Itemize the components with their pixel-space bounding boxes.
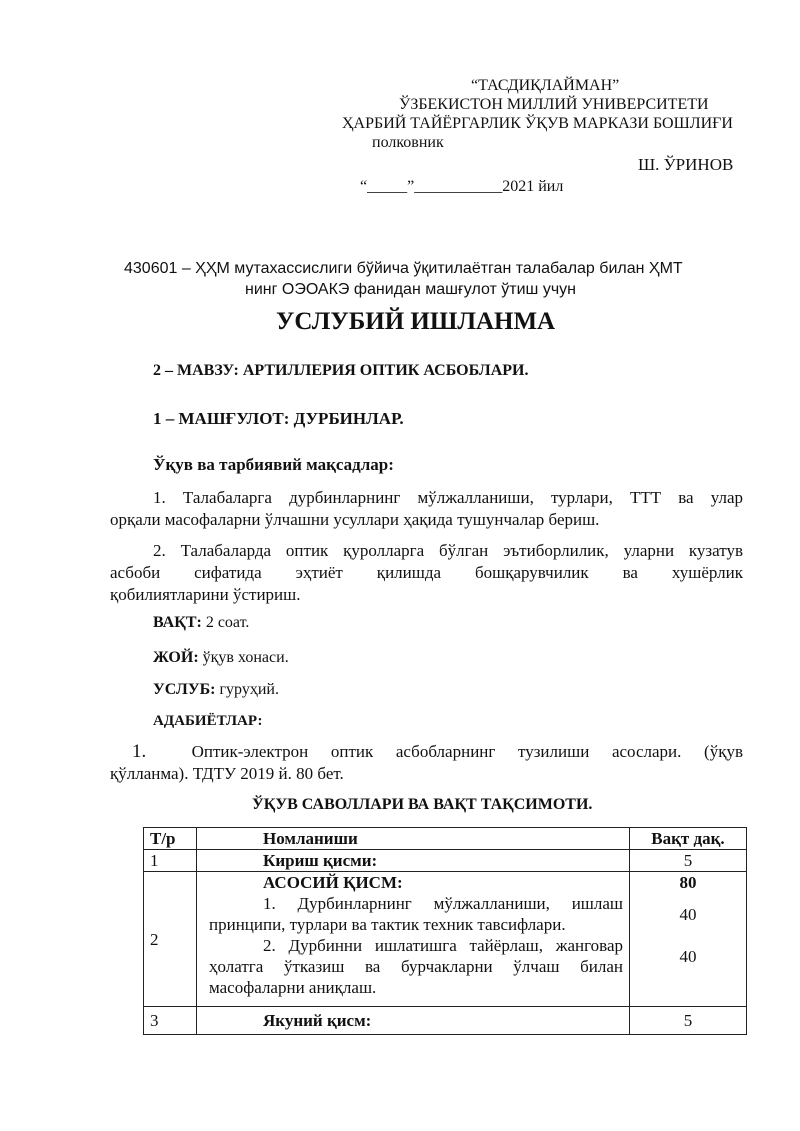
- row-3-name: Якуний қисм:: [197, 1007, 630, 1035]
- method-label: УСЛУБ:: [153, 681, 216, 698]
- time-info: [153, 614, 249, 632]
- lesson-heading: 1 – МАШҒУЛОТ: ДУРБИНЛАР.: [153, 409, 404, 428]
- schedule-heading: ЎҚУВ САВОЛЛАРИ ВА ВАҚТ ТАҚСИМОТИ.: [252, 796, 593, 813]
- literature-line-2: қўлланма). ТДТУ 2019 й. 80 бет.: [110, 764, 344, 783]
- goals-heading: Ўқув ва тарбиявий мақсадлар:: [153, 455, 394, 474]
- page-title: УСЛУБИЙ ИШЛАНМА: [276, 308, 556, 335]
- method-info: [153, 681, 279, 699]
- approval-rank: полковник: [372, 134, 444, 151]
- table-row: [144, 872, 747, 1007]
- row-2-item-2-line-3: масофаларни аниқлаш.: [209, 978, 377, 997]
- table-header-row: [144, 828, 747, 850]
- row-1-time: 5: [630, 850, 747, 872]
- literature-number: 1.: [132, 741, 147, 762]
- row-2-item-2-line-2: ҳолатга ўтказиш ва бурчакларни ўлчаш билан: [209, 957, 623, 976]
- goal-1-line-1: 1. Талабаларга дурбинларнинг мўлжалланиши, турлари, ТТТ ва улар: [153, 488, 743, 507]
- row-2-time: 80: [679, 873, 697, 892]
- goal-2-line-3: қобилиятларини ўстириш.: [110, 585, 301, 604]
- row-2-item-1-time: 40: [679, 905, 697, 924]
- approval-date: “_____”___________2021 йил: [360, 178, 564, 195]
- row-2-item-1-line-1: 1. Дурбинларнинг мўлжалланиши, ишлаш: [263, 894, 623, 913]
- approval-center-head: ҲАРБИЙ ТАЙЁРГАРЛИК ЎҚУВ МАРКАЗИ БОШЛИҒИ: [342, 115, 733, 132]
- goal-paragraph-1: [110, 487, 743, 531]
- header-name: Номланиши: [197, 828, 630, 850]
- place-info: [153, 649, 289, 667]
- intro-line-2: нинг ОЭОАКЭ фанидан машғулот ўтиш учун: [245, 281, 576, 298]
- row-3-num: 3: [144, 1007, 197, 1035]
- goal-1-line-2: орқали масофаларни ўлчашни усуллари ҳақида тушунчалар бериш.: [110, 510, 600, 529]
- row-1-name: Кириш қисми:: [197, 850, 630, 872]
- literature-line-1: [110, 741, 743, 763]
- literature-label: АДАБИЁТЛАР:: [153, 713, 263, 729]
- approval-university: ЎЗБЕКИСТОН МИЛЛИЙ УНИВЕРСИТЕТИ: [399, 96, 709, 113]
- time-value: 2 соат.: [201, 614, 250, 631]
- approval-title: “ТАСДИҚЛАЙМАН”: [471, 77, 620, 94]
- header-num: Т/р: [144, 828, 197, 850]
- intro-line-1: 430601 – ҲҲМ мутахассислиги бўйича ўқитилаётган талабалар билан ҲМТ: [124, 260, 683, 277]
- literature-item-1: [110, 741, 743, 785]
- method-value: гуруҳий.: [215, 681, 279, 698]
- row-2-item-1-line-2: принципи, турлари ва тактик техник тавсифлари.: [209, 915, 566, 934]
- row-2-item-2-time: 40: [679, 947, 697, 966]
- row-2-time-cell: [630, 872, 747, 1007]
- goal-2-line-2: асбоби сифатида эҳтиёт қилишда бошқарувчилик ва хушёрлик: [110, 563, 743, 582]
- approval-name: Ш. ЎРИНОВ: [638, 155, 734, 174]
- time-label: ВАҚТ:: [153, 614, 202, 631]
- place-value: ўқув хонаси.: [198, 649, 289, 666]
- header-time: Вақт дақ.: [630, 828, 747, 850]
- row-1-num: 1: [144, 850, 197, 872]
- goal-2-line-1: 2. Талабаларда оптик қуролларга бўлган эътиборлилик, уларни кузатув: [153, 541, 743, 560]
- row-2-name-cell: [197, 872, 630, 1007]
- row-2-item-2-line-1: 2. Дурбинни ишлатишга тайёрлаш, жанговар: [263, 936, 623, 955]
- place-label: ЖОЙ:: [153, 649, 199, 666]
- literature-text-1: Оптик-электрон оптик асбобларнинг тузилиши асослари. (ўқув: [191, 742, 744, 761]
- table-row: [144, 1007, 747, 1035]
- schedule-table: [143, 827, 747, 1035]
- row-2-main-title: АСОСИЙ ҚИСМ:: [263, 873, 403, 892]
- table-row: [144, 850, 747, 872]
- row-2-num: 2: [144, 872, 197, 1007]
- topic-heading: 2 – МАВЗУ: АРТИЛЛЕРИЯ ОПТИК АСБОБЛАРИ.: [153, 362, 529, 379]
- row-3-time: 5: [630, 1007, 747, 1035]
- goal-paragraph-2: [110, 540, 743, 606]
